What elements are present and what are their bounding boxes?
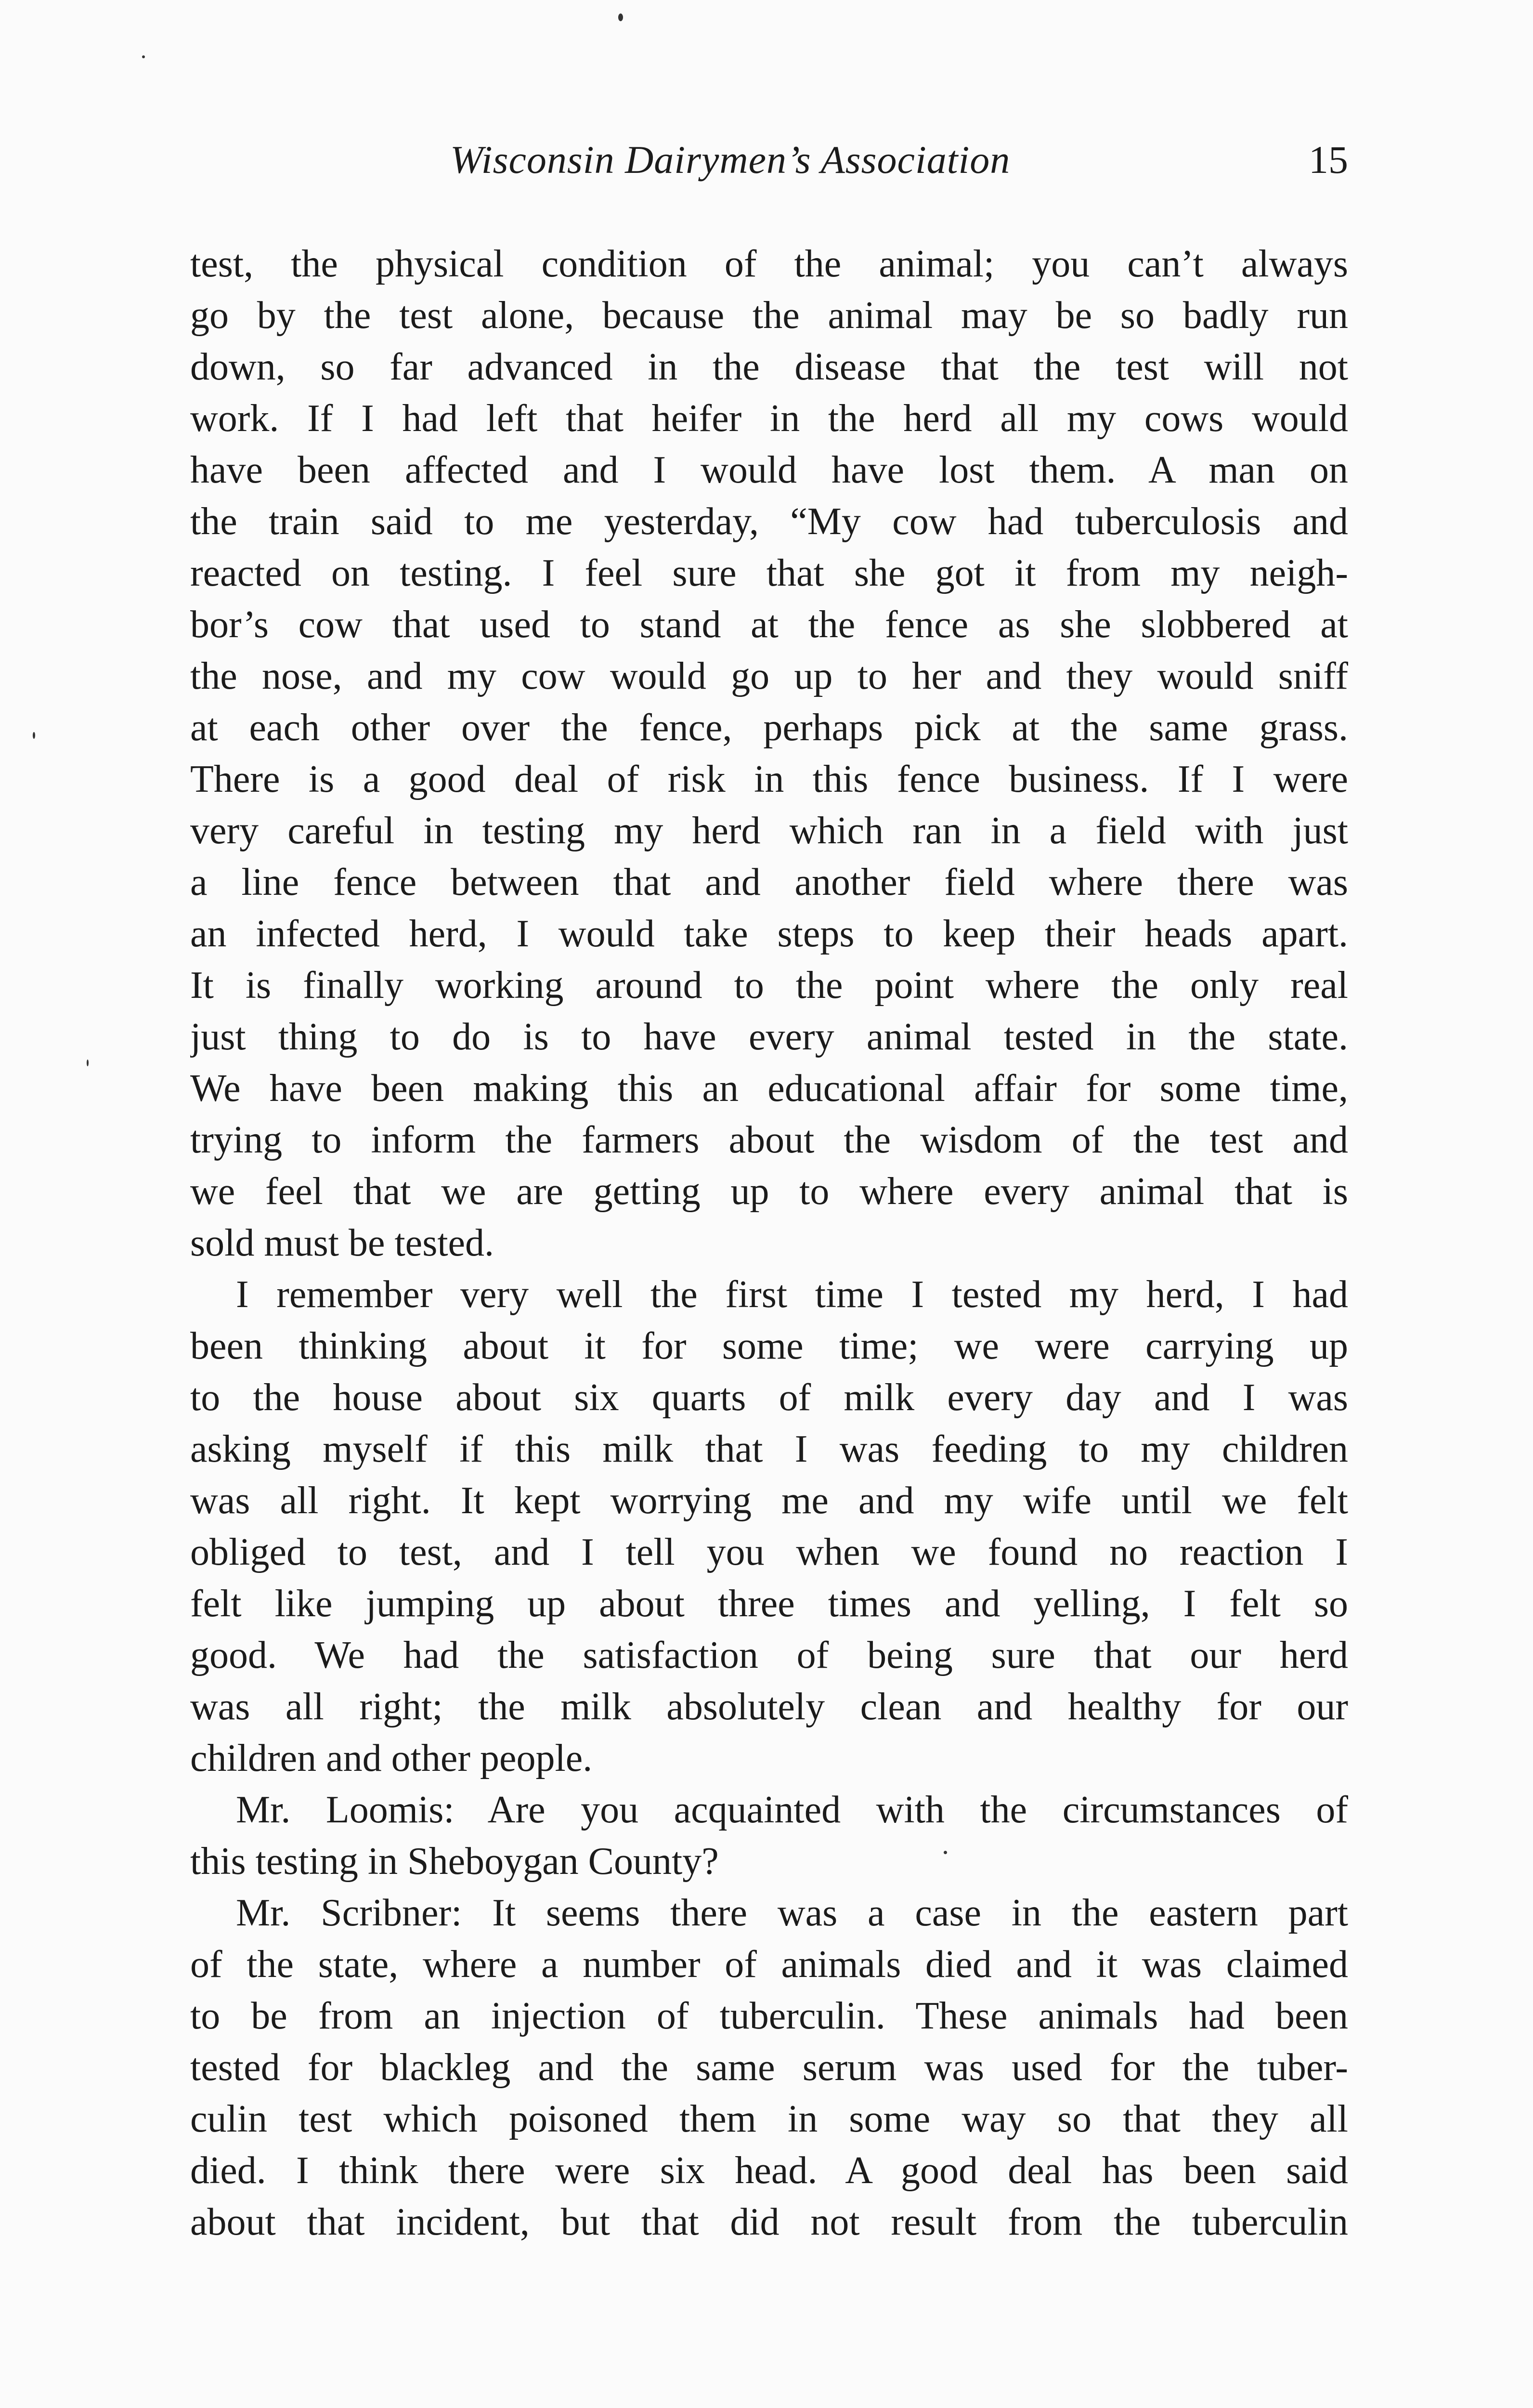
text-line: was all right; the milk absolutely clean and healthy for our: [190, 1686, 1348, 1728]
ink-speck: [33, 732, 35, 739]
text-line: test, the physical condition of the animal; you can’t always: [190, 243, 1348, 285]
running-title: Wisconsin Dairymen’s Association: [450, 138, 1011, 182]
text-line: died. I think there were six head. A good deal has been said: [190, 2149, 1348, 2192]
text-line: felt like jumping up about three times and yelling, I felt so: [190, 1583, 1348, 1625]
text-line: been thinking about it for some time; we were carrying up: [190, 1325, 1348, 1367]
ink-speck: [142, 55, 145, 58]
text-line: to the house about six quarts of milk every day and I was: [190, 1376, 1348, 1419]
text-line: the nose, and my cow would go up to her and they would sniff: [190, 655, 1348, 697]
text-line: We have been making this an educational affair for some time,: [190, 1067, 1348, 1110]
paragraph-start-line: Mr. Scribner: It seems there was a case in the eastern part: [236, 1892, 1348, 1934]
text-line: have been affected and I would have lost them. A man on: [190, 449, 1348, 491]
text-line: a line fence between that and another field where there was: [190, 861, 1348, 903]
text-line: to be from an injection of tuberculin. These animals had been: [190, 1995, 1348, 2037]
text-line: of the state, where a number of animals died and it was claimed: [190, 1943, 1348, 1986]
text-line: this testing in Sheboygan County?: [190, 1840, 719, 1883]
text-line: we feel that we are getting up to where every animal that is: [190, 1170, 1348, 1213]
text-line: work. If I had left that heifer in the herd all my cows would: [190, 397, 1348, 440]
text-line: an infected herd, I would take steps to keep their heads apart.: [190, 913, 1348, 955]
text-line: good. We had the satisfaction of being sure that our herd: [190, 1634, 1348, 1676]
text-line: the train said to me yesterday, “My cow had tuberculosis and: [190, 500, 1348, 543]
ink-speck: [618, 13, 623, 21]
paragraph-start-line: I remember very well the first time I tested my herd, I had: [236, 1273, 1348, 1316]
text-line: children and other people.: [190, 1737, 593, 1780]
text-line: asking myself if this milk that I was feeding to my children: [190, 1428, 1348, 1470]
ink-speck: [87, 1060, 89, 1066]
text-line: trying to inform the farmers about the wisdom of the test and: [190, 1119, 1348, 1161]
text-line: down, so far advanced in the disease that the test will not: [190, 346, 1348, 388]
text-line: just thing to do is to have every animal tested in the state.: [190, 1016, 1348, 1058]
text-line: sold must be tested.: [190, 1222, 494, 1264]
text-line: obliged to test, and I tell you when we found no reaction I: [190, 1531, 1348, 1573]
text-line: about that incident, but that did not result from the tuberculin: [190, 2201, 1348, 2243]
text-line: very careful in testing my herd which ran in a field with just: [190, 810, 1348, 852]
text-line: There is a good deal of risk in this fence business. If I were: [190, 758, 1348, 800]
text-line: reacted on testing. I feel sure that she got it from my neigh-: [190, 552, 1348, 594]
body-text: [190, 238, 1348, 2248]
paragraph-start-line: Mr. Loomis: Are you acquainted with the circumstances of: [236, 1789, 1348, 1831]
text-line: was all right. It kept worrying me and my wife until we felt: [190, 1479, 1348, 1522]
text-line: bor’s cow that used to stand at the fence as she slobbered at: [190, 603, 1348, 646]
page-header: [190, 137, 1348, 190]
text-line: at each other over the fence, perhaps pick at the same grass.: [190, 707, 1348, 749]
text-line: culin test which poisoned them in some way so that they all: [190, 2098, 1348, 2140]
text-line: go by the test alone, because the animal may be so badly run: [190, 294, 1348, 337]
text-line: tested for blackleg and the same serum was used for the tuber-: [190, 2046, 1348, 2089]
text-line: It is finally working around to the point where the only real: [190, 964, 1348, 1007]
page-number: 15: [1309, 138, 1348, 182]
